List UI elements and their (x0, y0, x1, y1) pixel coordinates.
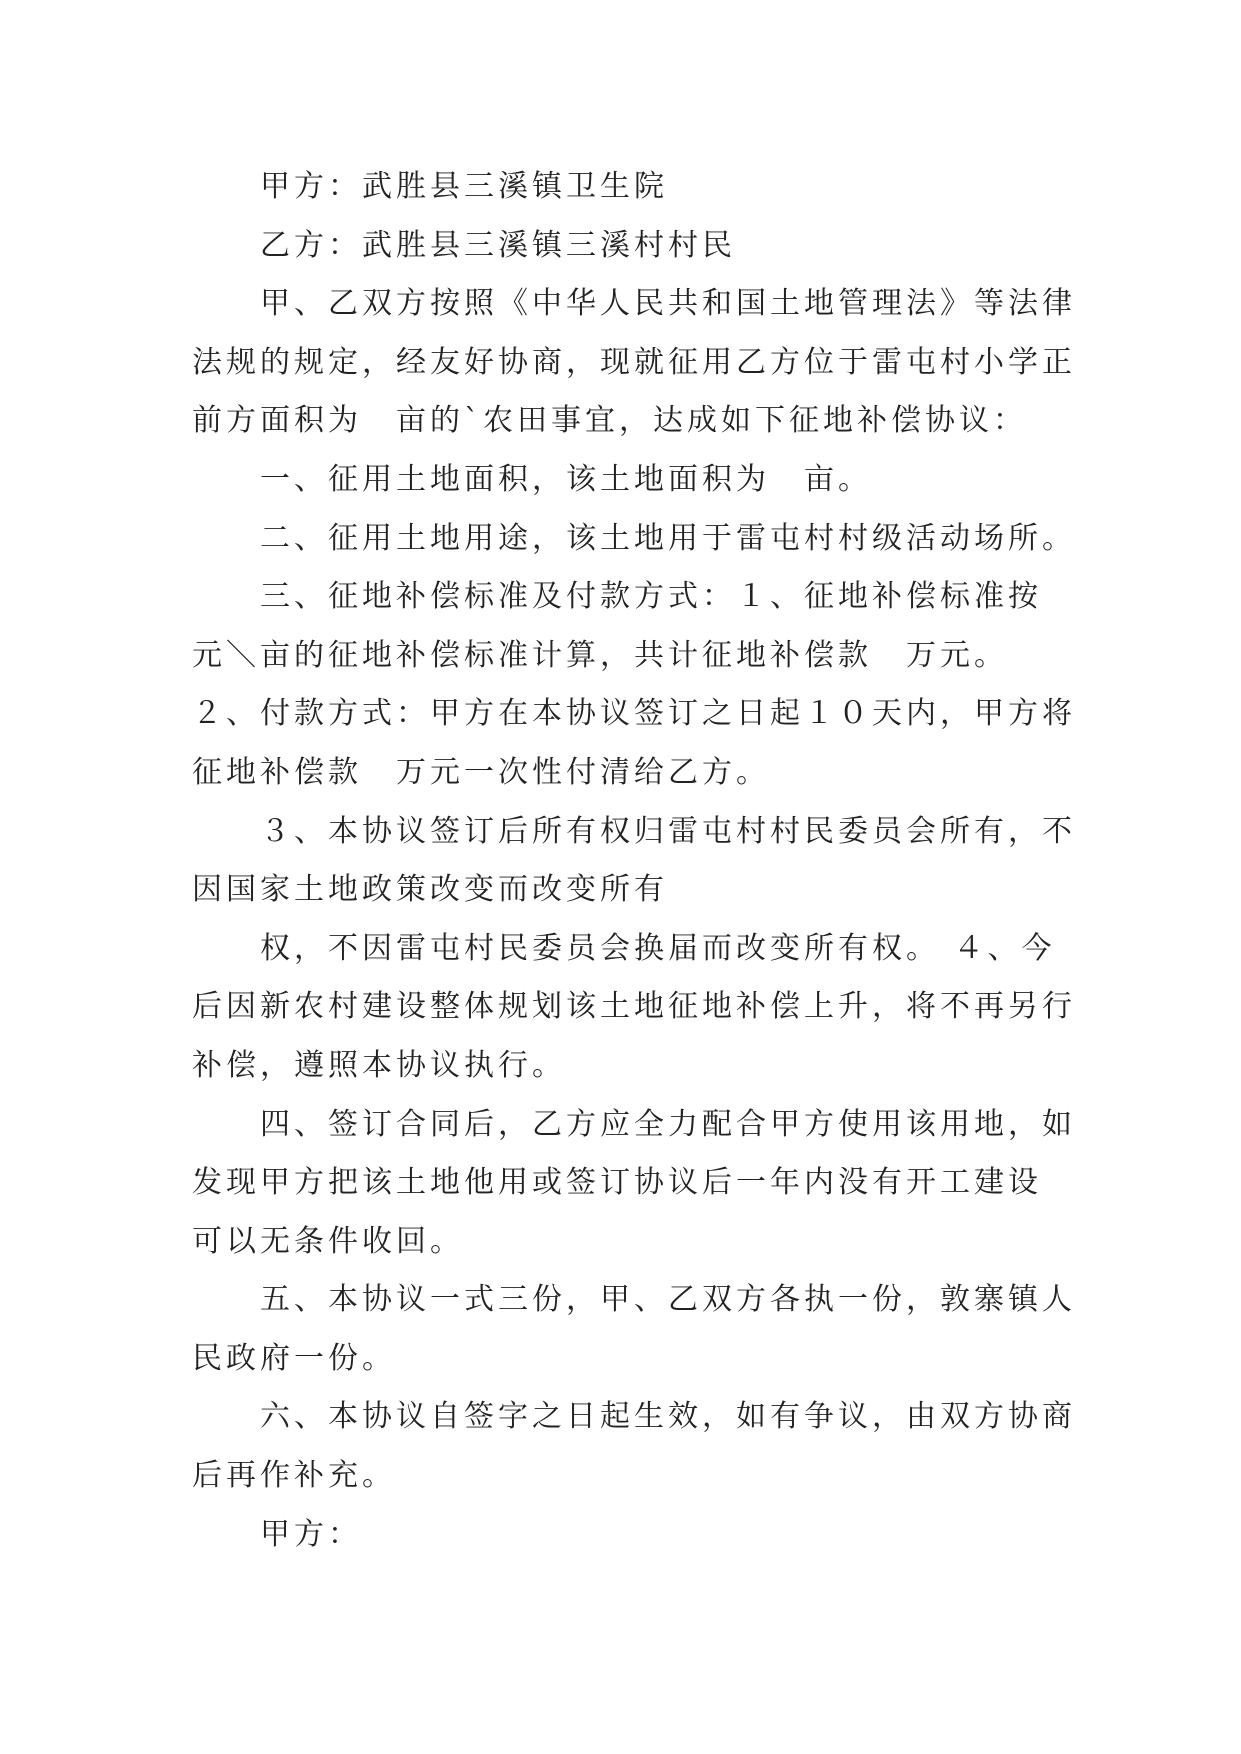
clause-2-line: 二、征用土地用途，该土地用于雷屯村村级活动场所。 (192, 520, 1076, 556)
clause-5-line-2: 民政府一份。 (192, 1340, 396, 1376)
preamble-line-2: 法规的规定，经友好协商，现就征用乙方位于雷屯村小学正 (192, 344, 1076, 380)
clause-4-line-2: 发现甲方把该土地他用或签订协议后一年内没有开工建设 (192, 1165, 1042, 1201)
party-b-line: 乙方：武胜县三溪镇三溪村村民 (192, 227, 736, 263)
preamble-line-1: 甲、乙双方按照《中华人民共和国土地管理法》等法律 (192, 286, 1076, 322)
agreement-body (192, 158, 1076, 1564)
clause-4-line-3: 可以无条件收回。 (192, 1223, 464, 1259)
clause-3-item-3-line-2: 因国家土地政策改变而改变所有 (192, 872, 668, 908)
clause-3-item-3-line-3: 权，不因雷屯村民委员会换届而改变所有权。 ４、今 (192, 930, 1056, 966)
clause-3-item-3-line-1: ３、本协议签订后所有权归雷屯村村民委员会所有，不 (192, 813, 1076, 849)
clause-6-line-1: 六、本协议自签字之日起生效，如有争议，由双方协商 (192, 1399, 1076, 1435)
party-a-line: 甲方：武胜县三溪镇卫生院 (192, 169, 668, 204)
clause-3-item-4-line-2: 补偿，遵照本协议执行。 (192, 1047, 566, 1083)
signature-party-a-line: 甲方： (192, 1516, 362, 1552)
clause-3-line-3: ２、付款方式：甲方在本协议签订之日起１０天内，甲方将 (192, 696, 1076, 732)
preamble-line-3: 前方面积为 亩的`农田事宜，达成如下征地补偿协议： (192, 403, 1027, 439)
clause-3-line-4: 征地补偿款 万元一次性付清给乙方。 (192, 754, 770, 790)
clause-5-line-1: 五、本协议一式三份，甲、乙双方各执一份，敦寨镇人 (192, 1282, 1076, 1318)
clause-3-line-1: 三、征地补偿标准及付款方式：１、征地补偿标准按 (192, 579, 1042, 615)
clause-3-line-2: 元＼亩的征地补偿标准计算，共计征地补偿款 万元。 (192, 637, 1008, 673)
clause-3-item-4-line-1: 后因新农村建设整体规划该土地征地补偿上升，将不再另行 (192, 989, 1076, 1025)
clause-1-line: 一、征用土地面积，该土地面积为 亩。 (192, 461, 872, 497)
clause-6-line-2: 后再作补充。 (192, 1458, 396, 1494)
clause-4-line-1: 四、签订合同后，乙方应全力配合甲方使用该用地，如 (192, 1106, 1076, 1142)
